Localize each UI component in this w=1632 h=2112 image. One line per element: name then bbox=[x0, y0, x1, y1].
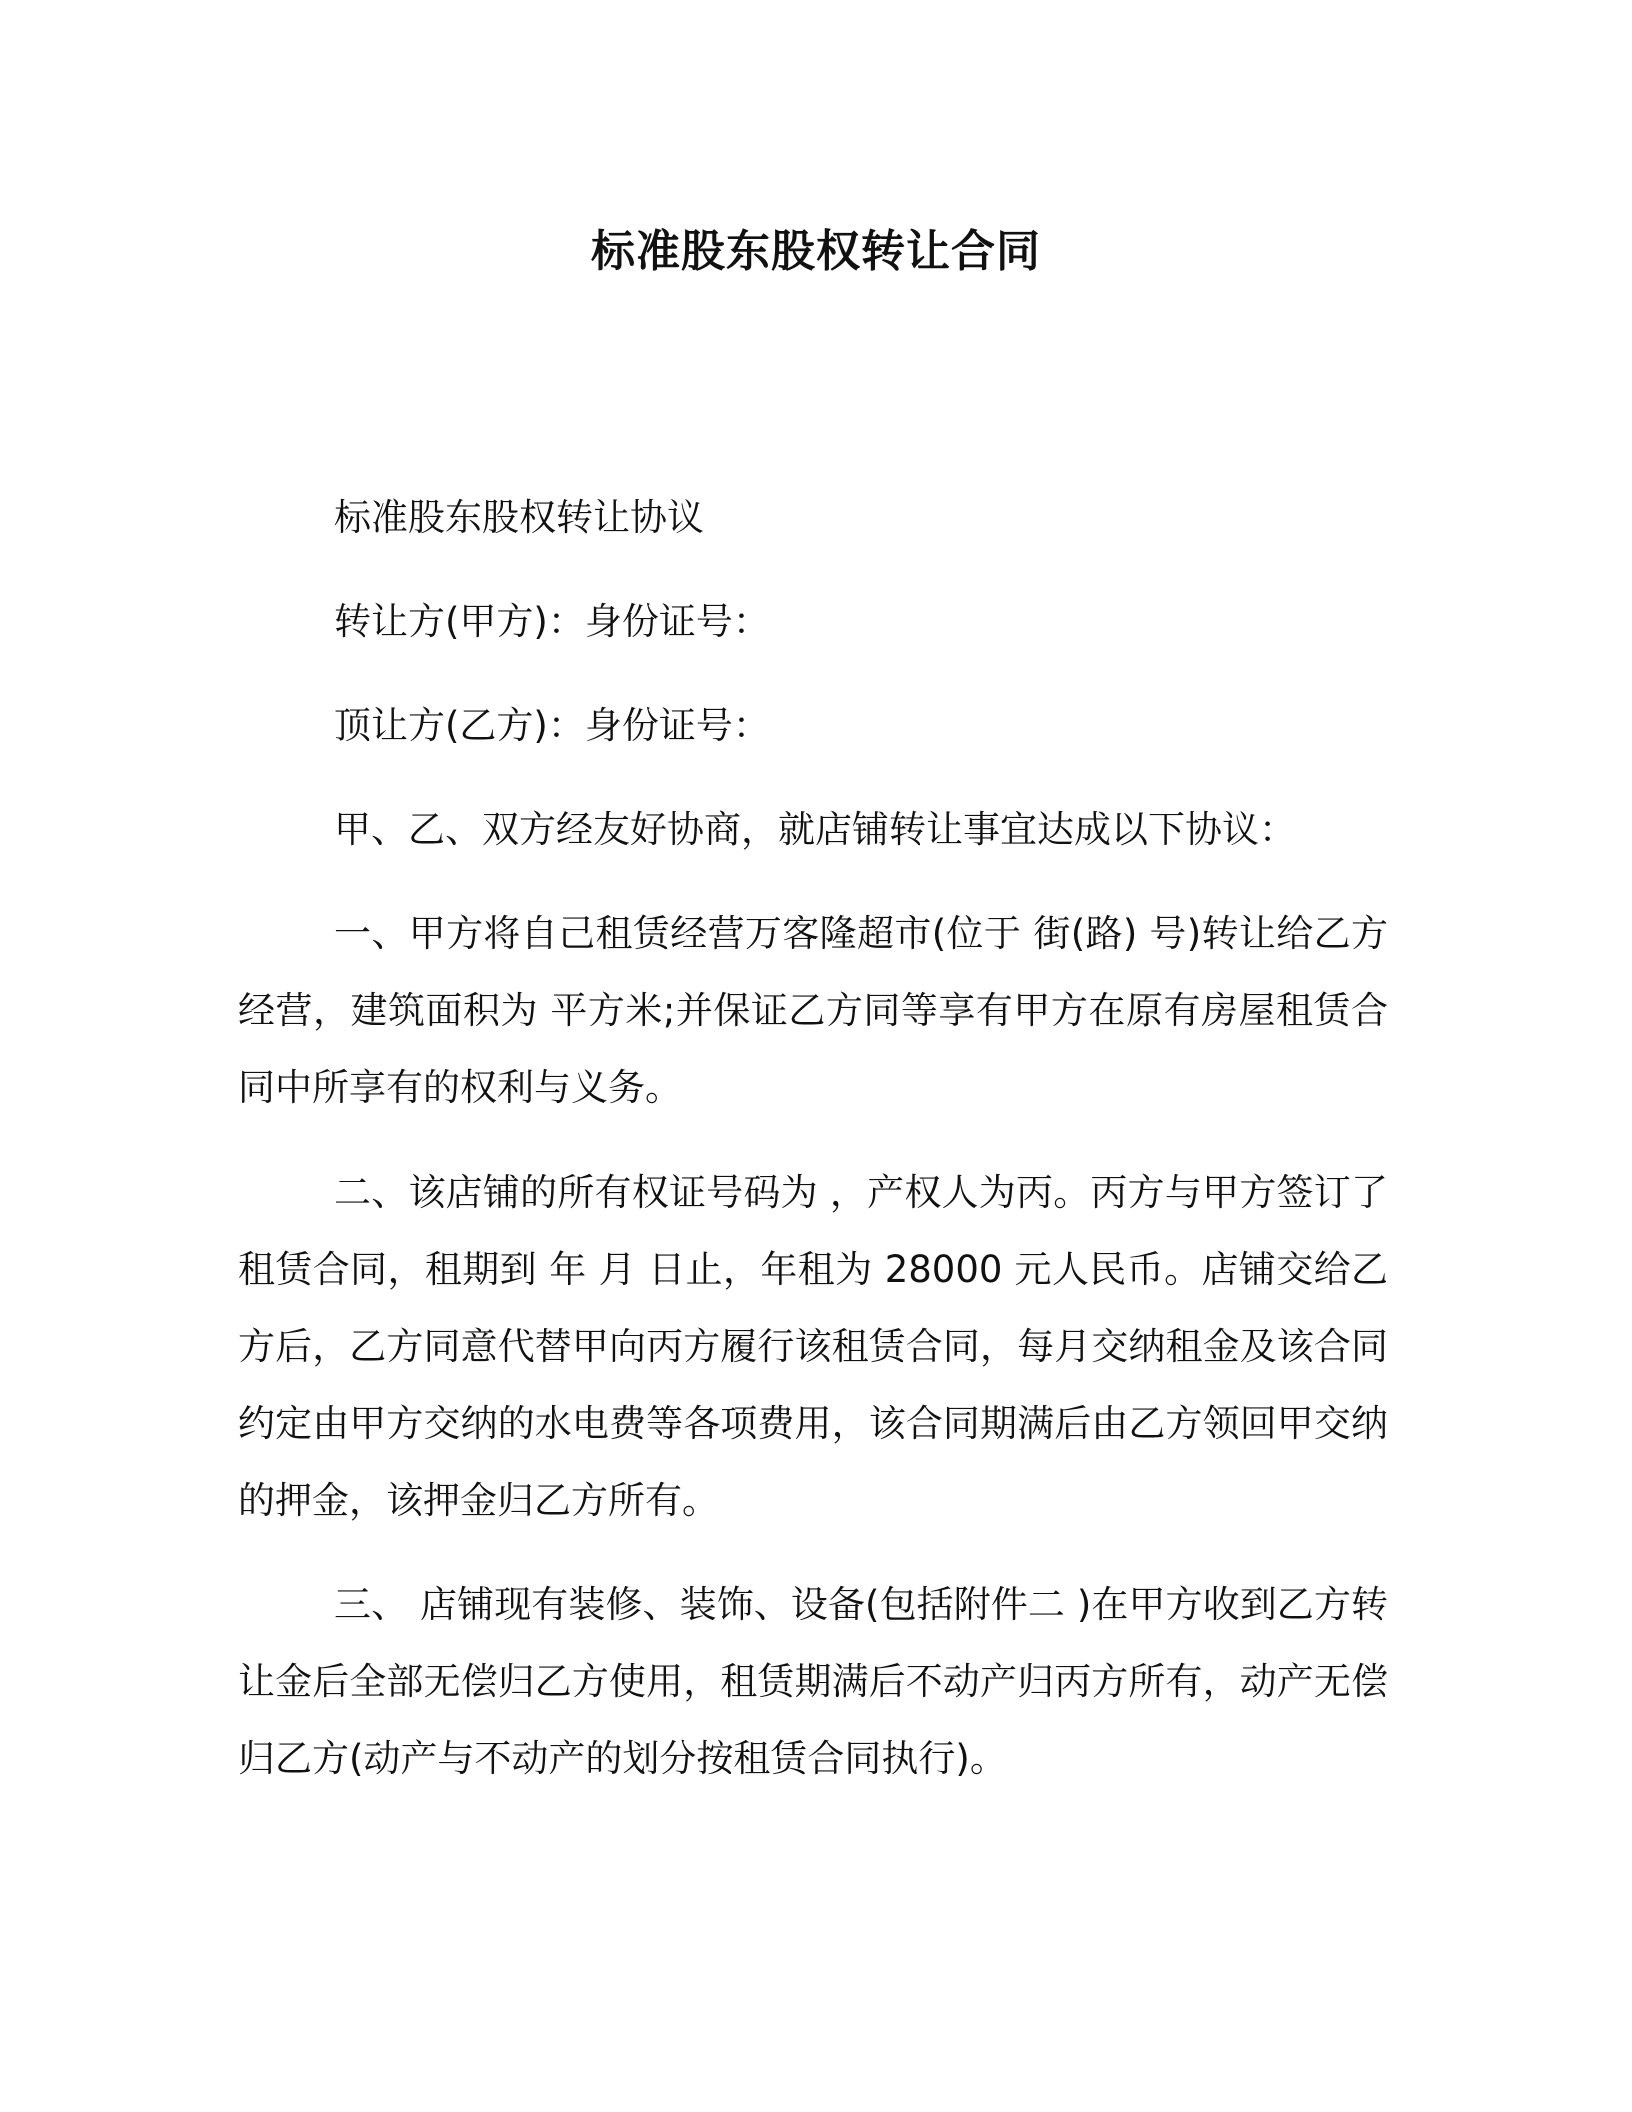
document-title: 标准股东股权转让合同 bbox=[591, 226, 1041, 277]
clause-1: 一、甲方将自己租赁经营万客隆超市(位于 街(路) 号)转让给乙方经营，建筑面积为 平方米;并保证乙方同等享有甲方在原有房屋租赁合同中所享有的权利与义务。 bbox=[238, 912, 1388, 1109]
agreement-subtitle: 标准股东股权转让协议 bbox=[334, 496, 704, 539]
party-a-line: 转让方(甲方)：身份证号： bbox=[334, 600, 770, 643]
party-b-line: 顶让方(乙方)：身份证号： bbox=[334, 704, 770, 747]
preamble-line: 甲、乙、双方经友好协商，就店铺转让事宜达成以下协议： bbox=[334, 808, 1296, 851]
clause-3: 三、 店铺现有装修、装饰、设备(包括附件二 )在甲方收到乙方转让金后全部无偿归乙方使用，租赁期满后不动产归丙方所有，动产无偿归乙方(动产与不动产的划分按租赁合同执行)。 bbox=[238, 1583, 1388, 1780]
clause-2: 二、该店铺的所有权证号码为 ，产权人为丙。丙方与甲方签订了租赁合同，租期到 年 月 日止，年租为 28000 元人民币。店铺交给乙方后，乙方同意代替甲向丙方履行该租赁合同，每月交纳租金及该合同约定由甲方交纳的水电费等各项费用，该合同期满后由乙方领回甲交纳的押金，该押金归乙方所有。 bbox=[238, 1171, 1388, 1522]
